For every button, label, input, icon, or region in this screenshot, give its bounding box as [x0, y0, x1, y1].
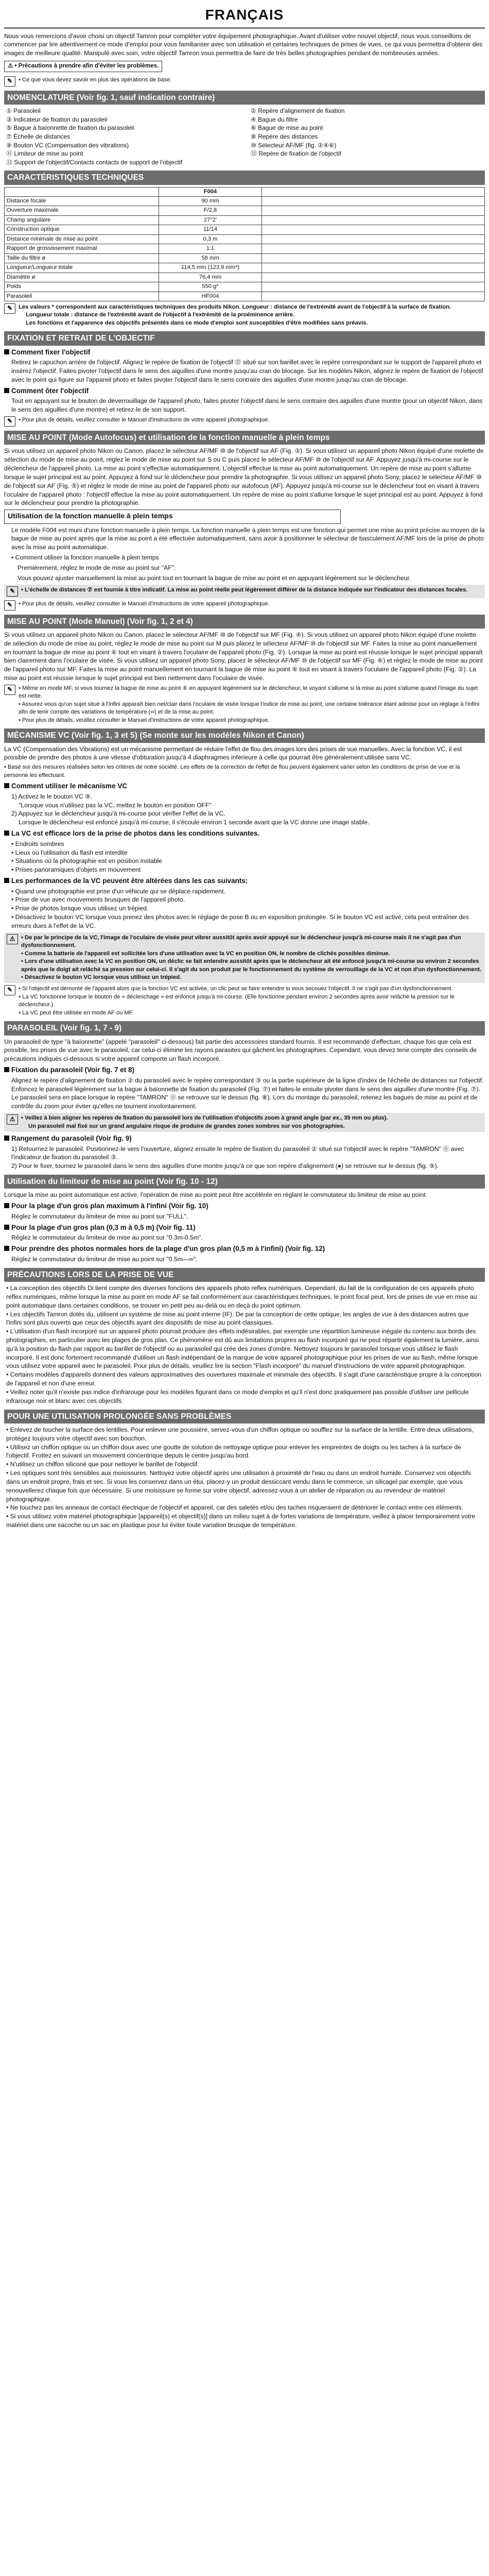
- list-item: • Les objectifs Tamron dotés du, utilisent un système de mise au point interne (IF). De par la conception de cette optique, les angles de vue à des distances autres que l'infini sont plus ouverts que ceux des objectifs ayant des dispositifs de mise au point classiques.: [6, 1310, 485, 1328]
- list-item: • La VC fonctionne lorsque le bouton de « déclenchage » est enfoncé jusqu'à mi-course. (Elle fonctionne pendant environ 2 secondes après avoir relâché la pression sur le déclencheur.): [19, 993, 485, 1009]
- list-item: • Les optiques sont très sensibles aux moisissures. Nettoyez votre objectif après une utilisation à proximité de l'eau ou dans un endroit humide. Conservez vos objectifs dans un endroit propre, frais et sec. Si vous les conservez dans un étui, placez-y un produit dessiccant vendu dans le commerce, un silicagel par exemple, que vous renouvellerez chaque fois que nécessaire. Si une moisissure se forme sur votre objectif, adressez-vous à un atelier de réparation ou au revendeur de matériel photographique.: [6, 1469, 485, 1503]
- limiter-heading: Utilisation du limiteur de mise au point (Voir fig. 10 - 12): [4, 1175, 485, 1189]
- hood-store-title: Rangement du parasoleil (Voir fig. 9): [4, 1134, 485, 1144]
- shooting-list: [4, 1284, 485, 1405]
- hood-store-steps: [4, 1145, 485, 1171]
- square-bullet-icon: [4, 1225, 9, 1230]
- intro-text: Nous vous remercions d'avoir choisi un objectif Tamron pour compléter votre équipement photographique. Avant d'utiliser votre nouvel objectif, nous vous conseillons de commencer par lire attentivement ce mode d'emploi pour vous familiariser avec son utilisation et certaines techniques de prises de vues, ce qui vous permettra d'obtenir des images de meilleure qualité. Manipulé avec soin, votre objectif Tamron vous permettra de faire de très belles photographies pendant de nombreuses années.: [4, 32, 483, 57]
- list-item: • Ne touchez pas les anneaux de contact électrique de l'objectif et appareil, car des saletés et/ou des taches risqueraient de détériorer le contact entre ces éléments.: [6, 1503, 485, 1512]
- remove-note: ✎ • Pour plus de détails, veuillez consulter le Manuel d'instructions de votre appareil photographique.: [4, 416, 485, 427]
- list-item: ⑪ Limiteur de mise au point: [6, 150, 83, 158]
- hood-heading: PARASOLEIL (Voir fig. 1, 7 - 9): [4, 1021, 485, 1035]
- list-item: • Même en mode MF, si vous tournez la bague de mise au point ⑥ en appuyant légèrement sur le déclencheur, le voyant s'allume si la mise au point s'allume quand l'image du sujet est nette.: [19, 685, 485, 701]
- info-legend: ✎ • Ce que vous devez savoir en plus des opérations de base.: [4, 76, 485, 87]
- table-row: Longueur/Longueur totale 114,5 mm (123,9 mm*): [5, 263, 485, 273]
- warning-icon: ⚠: [7, 1114, 18, 1125]
- vc-heading: MÉCANISME VC (Voir fig. 1, 3 et 5) (Se monte sur les modèles Nikon et Canon): [4, 728, 485, 742]
- list-item: • La conception des objectifs Di tient compte des diverses fonctions des appareils photo reflex numériques. Cependant, du fait de la configuration de ces appareils photo reflex numériques, même lorsque la mise au point en mode AF se fait conformément aux caractéristiques techniques, le point focal peut, lors de prises de vue en mise au point automatique dans certaines conditions, se trouver en petit peu au-delà ou en deçà du point optimum.: [6, 1284, 485, 1310]
- nomenclature-left: [6, 107, 240, 166]
- list-item: • Utilisez un chiffon optique ou un chiffon doux avec une goutte de solution de nettoyage optique pour enlever les empreintes de doigts ou les taches à la surface de l'objectif. Frottez en suivant un mouvement concentrique depuis le centre jusqu'au bord.: [6, 1443, 485, 1461]
- list-item: • Désactivez le bouton VC lorsque vous prenez des photos avec le réglage de pose B ou en exposition prolongée. Si le bouton VC est activé, cela peut entraîner des erreurs dues à l'effet de la VC.: [11, 913, 485, 930]
- vc-perf-list: [4, 887, 485, 930]
- pencil-note-icon: ✎: [4, 685, 15, 695]
- pencil-note-icon: ✎: [4, 416, 15, 427]
- list-item: ④ Bague du filtre: [251, 115, 298, 123]
- list-item: • Prise de vue avec mouvements brusques de l'appareil photo.: [11, 895, 485, 904]
- list-item: • Prise de photos lorsque vous utilisez un trépied.: [11, 904, 485, 913]
- list-item: • Veillez noter qu'il n'existe pas indice d'infrarouge pour les modèles figurant dans ce mode d'emploi et qu'il n'est donc pratiquement pas possible d'utiliser une pellicule infrarouge noir et blanc avec ces objectifs.: [6, 1388, 485, 1405]
- table-row: Parasoleil HF004: [5, 292, 485, 301]
- remove-text: Tout en appuyant sur le bouton de déverrouillage de l'appareil photo, faites pivoter l'objectif dans le sens contraire des aiguilles d'une montre (pour un objectif Nikon, dans le sens des aiguilles d'une montre) et retirez-le de son support.: [11, 397, 483, 414]
- nomenclature-list: [4, 107, 485, 166]
- vc-warning: [4, 933, 485, 984]
- square-bullet-icon: [4, 1246, 9, 1251]
- limiter-item-text: Réglez le commutateur du limiteur de mise au point sur "0.5m—∞".: [11, 1255, 198, 1263]
- pencil-note-icon: ✎: [4, 76, 15, 87]
- square-bullet-icon: [4, 831, 9, 836]
- list-item: • Situations où la photographie est en position instable: [11, 857, 485, 866]
- list-item: ⑬ Support de l'objectif/Contacts contacts de support de l'objectif: [6, 158, 183, 166]
- table-row: Distance minimale de mise au point 0,3 m: [5, 234, 485, 244]
- af-note: ✎ • L'échelle de distances ⑦ est fournie à titre indicatif. La mise au point réelle peut légèrement différer de la distance indiquée sur l'indicateur des distances focales.: [4, 585, 485, 598]
- af-heading: MISE AU POINT (Mode Autofocus) et utilisation de la fonction manuelle à plein temps: [4, 431, 485, 445]
- list-item: ⑫ Repère de fixation de l'objectif: [251, 150, 341, 158]
- precautions-legend: ⚠ • Précautions à prendre afin d'éviter les problèmes.: [4, 61, 162, 72]
- limiter-item-text: Réglez le commutateur du limiteur de mise au point sur "FULL".: [11, 1212, 188, 1220]
- fixation-heading: FIXATION ET RETRAIT DE L'OBJECTIF: [4, 331, 485, 345]
- list-item: ① Parasoleil: [6, 107, 41, 115]
- table-row: Poids 550 g*: [5, 282, 485, 292]
- square-bullet-icon: [4, 1067, 9, 1072]
- list-item: • Si vous utilisez votre matériel photographique [appareil(s) et objectif(s)] dans un milieu sujet à de fortes variations de température, veillez à placer temporairement votre matériel dans une sacoche ou un sac en plastique pour lui éviter toute variation brusque de température.: [6, 1512, 485, 1530]
- attach-text: Retirez le capuchon arrière de l'objectif. Alignez le repère de fixation de l'objectif ⑫ situé sur son barillet avec le repère correspondant sur le support de l'appareil photo et insérez l'objectif. Faites pivoter l'objectif dans le sens des aiguilles d'une montre jusqu'au cran de blocage. Sur les modèles Nikon, alignez le repère de fixation de l'objectif avec le point qui figure sur l'appareil photo et faites pivoter l'objectif dans le sens contraire des aiguilles d'une montre jusqu'au cran de blocage.: [11, 359, 483, 383]
- list-item: • Enlevez de toucher la surface des lentilles. Pour enlever une poussière, servez-vous d'un chiffon optique ou soufflez sur la surface de la lentille. Entre deux utilisations, protégez toujours votre objectif avec son bouchon.: [6, 1426, 485, 1443]
- list-item: • Lieux où l'utilisation du flash est interdite: [11, 849, 485, 857]
- limiter-item-title: Pour prendre des photos normales hors de la plage d'un gros plan (0,5 m à l'infini) (Voir fig. 12): [4, 1244, 485, 1254]
- vc-bullet: • Basé sur des mesures réalisées selon les critères de notre société. Les effets de la correction de l'effet de flou peuvent également varier selon les conditions de prise de vue et la personne les effectuant.: [4, 764, 460, 778]
- limiter-item-title: Pour la plage d'un gros plan (0,3 m à 0,5 m) (Voir fig. 11): [4, 1223, 485, 1233]
- list-item: "Lorsque vous n'utilisez pas la VC, mettez le bouton en position OFF": [19, 801, 212, 809]
- list-item: ⑩ Sélecteur AF/MF (fig. ②④⑥): [251, 141, 337, 149]
- list-item: ⑧ Repère des distances: [251, 132, 318, 140]
- list-item: • La VC peut être utilisée en mode AF ou MF.: [19, 1009, 485, 1017]
- square-bullet-icon: [4, 783, 9, 788]
- list-item: 2) Appuyez sur le déclencheur jusqu'à mi-course pour vérifier l'effet de la VC.: [11, 810, 225, 818]
- care-list: [4, 1426, 485, 1530]
- list-item: • L'utilisation d'un flash incorporé sur un appareil photo pourrait produire des effets indésirables, par exemple une répartition lumineuse inégale du contenu aux bords des photographies, en particulier avec les plages de gros plan. Ce phénomène est dû aux limitations propres au flash incorporé qui ne peut répartir également la lumière, ainsi qu'à la position du flash par rapport au barillet de l'objectif ou au parasoleil qui crée des zones d'ombre. Nettoyez toujours le parasoleil lorsque vous utilisez le flash incorporé. Il est donc fortement recommandé d'utiliser un flash indépendant de la marque de votre appareil photographique pour les prises de vue au flash, même lorsque vous utilisez votre appareil avec le parasoleil. Pour plus de détails, veuillez lire la section "Flash incorporé" du manuel d'instructions de votre appareil photographique.: [6, 1327, 485, 1370]
- af-text: Si vous utilisez un appareil photo Nikon ou Canon, placez le sélecteur AF/MF ⑩ de l'objectif sur AF (Fig. ③). Si vous utilisez un appareil photo Nikon équipé d'une molette de sélection du mode de mise au point, réglez le mode de mise au point sur S ou C puis placez le sélecteur AF/MF ⑩ de l'objectif sur AF. Appuyez jusqu'à mi-course sur le déclencheur de l'appareil photo. La mise au point s'effectue automatiquement. L'objectif effectue la mise au point automatiquement. Un repère de mise au point s'allume lorsque le sujet principal est au point. Appuyez à fond sur le déclencheur pour prendre la photographie. Si vous utilisez un appareil photo Sony, placez le sélecteur AF/MF ⑩ de l'objectif sur AF (Fig. ⑤) et réglez le mode de mise au point de l'appareil photo sur autofocus (AF). Appuyez jusqu'à mi-course sur le déclencheur tout en visant à travers l'oculaire de l'appareil photo : l'objectif effectue la mise au point automatiquement. Un repère de mise au point s'allume lorsque le sujet principal est au point. Appuyez à fond sur le déclencheur pour prendre la photographie.: [4, 447, 484, 507]
- pencil-note-icon: ✎: [4, 303, 15, 314]
- specs-heading: CARACTÉRISTIQUES TECHNIQUES: [4, 171, 485, 184]
- af-note: ✎ • Pour plus de détails, veuillez consulter le Manuel d'instructions de votre appareil photographique.: [4, 600, 485, 611]
- pencil-note-icon: ✎: [7, 586, 18, 597]
- warning-icon: ⚠: [8, 63, 15, 70]
- list-item: ⑨ Bouton VC (Compensation des vibrations): [6, 141, 129, 149]
- list-item: • Quand une photographie est prise d'un véhicule qui se déplace rapidement.: [11, 887, 485, 896]
- list-item: • De par le principe de la VC, l'image de l'oculaire de visée peut vibrer aussitôt après avoir appuyé sur le déclencheur jusqu'à mi-course mais il ne s'agit pas d'un dysfonctionnement.: [21, 934, 482, 950]
- nomenclature-right: [251, 107, 485, 166]
- care-heading: POUR UNE UTILISATION PROLONGÉE SANS PROBLÈMES: [4, 1410, 485, 1423]
- mf-text: Si vous utilisez un appareil photo Nikon ou Canon, placez le sélecteur AF/MF ⑩ de l'objectif sur MF (Fig. ④). Si vous utilisez un appareil photo Nikon équipé d'une molette de sélection du mode de mise au point, réglez le mode de mise au point sur M puis placez le sélecteur AF/MF ⑩ de l'objectif sur MF. Faites la mise au point manuellement en tournant la bague de mise au point ⑥ tout en visant à travers l'oculaire de l'appareil photo (Fig. ②). Lorsque la mise au point est réussie lorsque le sujet principal apparaît bien clairement dans l'oculaire de visée. Si vous utilisez un appareil photo Sony, placez le sélecteur AF/MF ⑩ de l'objectif sur MF (Fig. ⑥) et réglez le mode de mise au point de l'appareil photo sur MF. Faites la mise au point manuellement en tournant la bague de mise au point ⑥ tout en visant à travers l'oculaire de l'appareil photo (Fig. ②). La mise au point est réussie lorsque le sujet principal est bien nettement dans l'oculaire de visée.: [4, 631, 483, 682]
- fulltime-step: Vous pouvez ajuster manuellement la mise au point tout en tournant la bague de mise au point et en appuyant légèrement sur le déclencheur.: [18, 574, 411, 582]
- vc-effective-title: La VC est efficace lors de la prise de photos dans les conditions suivantes.: [4, 829, 485, 839]
- fulltime-title: Utilisation de la fonction manuelle à plein temps: [8, 511, 337, 521]
- table-row: Construction optique 11/14: [5, 225, 485, 234]
- table-row: Diamètre ø 76,4 mm: [5, 273, 485, 282]
- list-item: 2) Pour le fixer, tournez le parasoleil dans le sens des aiguilles d'une montre jusqu'à ce que son repère d'alignement (●) se retrouve sur le dessus (fig. ⑨).: [11, 1162, 439, 1170]
- warning-icon: ⚠: [7, 934, 18, 944]
- fulltime-step: • Comment utiliser la fonction manuelle à plein temps: [11, 554, 159, 562]
- vc-text: La VC (Compensation des Vibrations) est un mécanisme permettant de réduire l'effet de flou des images lors des prises de vue manuelles. Avec la fonction VC, il est possible de prendre des photos à une vitesse d'obturation jusqu'à 4 diaphragmes inférieure à celle qui pourrait être généralement utilisée sans VC.: [4, 745, 462, 761]
- list-item: Lorsque le déclencheur est enfoncé jusqu'à mi-course, il s'écoule environ 1 seconde avant que la VC donne une image stable.: [19, 819, 370, 826]
- specs-table: [4, 187, 485, 301]
- pencil-note-icon: ✎: [4, 600, 15, 611]
- vc-effective-list: [4, 840, 485, 874]
- square-bullet-icon: [4, 1136, 9, 1141]
- table-row: Champ angulaire 27°2': [5, 215, 485, 225]
- pencil-note-icon: ✎: [4, 985, 15, 995]
- fulltime-step: Premièrement, réglez le mode de mise au point sur "AF".: [18, 564, 176, 571]
- specs-note: ✎ Les valeurs * correspondent aux caractéristiques techniques des produits Nikon. Longueur : distance de l'extrémité avant de l'objectif à la surface de fixation. Longueur totale : distance de l'extrémité avant de l'objectif à l'extrémité de la proéminence arrière. Les fonctions et l'apparence des objectifs présentés dans ce mode d'emploi sont susceptibles d'être modifiées sans préavis.: [4, 303, 485, 327]
- page-title: FRANÇAIS: [4, 5, 485, 29]
- square-bullet-icon: [4, 388, 9, 393]
- mf-heading: MISE AU POINT (Mode Manuel) (Voir fig. 1, 2 et 4): [4, 615, 485, 629]
- shooting-heading: PRÉCAUTIONS LORS DE LA PRISE DE VUE: [4, 1268, 485, 1282]
- list-item: ⑦ Échelle de distances: [6, 132, 71, 140]
- list-item: • Lors d'une utilisation avec la VC en position ON, un déclic se fait entendre aussitôt après que le déclencheur ait été enfoncé jusqu'à mi-course ou environ 2 secondes après que le doigt ait relâché sa pression sur celui-ci. Il s'agit du son produit par le fonctionnement du système de verrouillage de la VC et non d'un dysfonctionnement.: [21, 958, 482, 974]
- list-item: • Désactivez le bouton VC lorsque vous utilisez un trépied.: [21, 974, 482, 981]
- hood-fix-text: Alignez le repère d'alignement de fixation ② du parasoleil avec le repère correspondant ③ ou la partie supérieure de la ligne d'index de l'échelle de distances sur l'objectif. Enfoncez le parasoleil légèrement sur la bague à baïonnette de fixation du parasoleil (Fig. ⑦) et faites-le ensuite pivoter dans le sens des aiguilles d'une montre (Fig. ⑦). Le parasoleil sera en place lorsque le repère "TAMRON" ⓪ se retrouve sur le dessus (fig. ⑧). Lors du montage du parasoleil, retenez les bagues de mise au point et de contrôle du zoom pour éviter qu'elles ne tournent involontairement.: [11, 1076, 484, 1110]
- square-bullet-icon: [4, 349, 9, 354]
- list-item: • N'utilisez un chiffon siliconé que pour nettoyer le barillet de l'objectif.: [6, 1460, 485, 1469]
- list-item: ② Repère d'alignement de fixation: [251, 107, 345, 115]
- limiter-item-text: Réglez le commutateur du limiteur de mise au point sur "0.3m-0.5m".: [11, 1234, 203, 1242]
- list-item: ⑤ Bague à baïonnette de fixation du parasoleil: [6, 124, 134, 132]
- square-bullet-icon: [4, 878, 9, 883]
- list-item: • Assurez-vous qu'un sujet situé à l'infini apparaît bien net/clair dans l'oculaire de visée lorsque l'indice de mise au point, une certaine tolérance étant admise pour un réglage à l'infini afin de tenir compte des variations de température (∞) et de la mise au point.: [19, 701, 485, 717]
- list-item: ⑥ Bague de mise au point: [251, 124, 323, 132]
- table-row: Taille du filtre ø 58 mm: [5, 253, 485, 263]
- hood-warning: ⚠ • Veillez à bien aligner les repères de fixation du parasoleil lors de l'utilisation d'objectifs zoom à grand angle (par ex., 35 mm ou plus). Un parasoleil mal fixé sur un grand angulaire risque de produire de grandes zones sombres sur vos photographies.: [4, 1113, 485, 1132]
- list-item: 1) Retournez le parasoleil. Positionnez-le vers l'ouverture, alignez ensuite le repère de fixation du parasoleil ② situé sur l'objectif avec le repère "TAMRON" ⓪ avec l'indicateur de fixation du parasoleil ③.: [11, 1145, 464, 1161]
- model-name: F004: [159, 187, 262, 196]
- fulltime-text: Le modèle F004 est muni d'une fonction manuelle à plein temps. La fonction manuelle à plein temps est une fonction qui permet une mise au point précise au moyen de la bague de mise au point après que la mise au point a été effectuée automatiquement, sans avoir à positionner le sélecteur de basculement AF/MF lors de la prise de photo avec la mise au point automatique.: [11, 526, 485, 551]
- fulltime-box: [4, 510, 341, 523]
- table-row: Ouverture maximale F/2,8: [5, 206, 485, 215]
- hood-text: Un parasoleil de type "à baïonnette" (appelé "parasoleil" ci-dessous) fait partie des accessoires standard fournis. Il est recommandé d'effectuer, chaque fois que cela est possible, les prises de vue avec le parasoleil, car celui-ci élimine les rayons parasites qui gâchent les photographies. Cependant, vous devez tenir compte des conseils de précautions indiqués ci-dessous si votre appareil comporte un flash incorporé.: [4, 1038, 477, 1063]
- list-item: • Si l'objectif est démonté de l'appareil alors que la fonction VC est activée, un clic peut se faire entendre si vous secouez l'objectif. Il ne s'agit pas d'un dysfonctionnement.: [19, 985, 485, 993]
- list-item: • Pour plus de détails, veuillez consulter le Manuel d'instructions de votre appareil photographique.: [19, 717, 485, 724]
- limiter-item-title: Pour la plage d'un gros plan maximum à l'infini (Voir fig. 10): [4, 1201, 485, 1211]
- attach-title: Comment fixer l'objectif: [4, 348, 485, 358]
- table-row: [5, 187, 485, 196]
- vc-use-title: Comment utiliser le mécanisme VC: [4, 782, 485, 791]
- square-bullet-icon: [4, 1203, 9, 1208]
- list-item: 1) Activez le le bouton VC ⑨.: [11, 792, 93, 800]
- table-row: Distance focale 90 mm: [5, 197, 485, 206]
- vc-notes: [4, 985, 485, 1017]
- remove-title: Comment ôter l'objectif: [4, 386, 485, 396]
- list-item: • Prises panoramiques d'objets en mouvement: [11, 866, 485, 874]
- vc-perf-title: Les performances de la VC peuvent être altérées dans les cas suivants:: [4, 876, 485, 886]
- list-item: ③ Indicateur de fixation du parasoleil: [6, 115, 108, 123]
- table-row: Rapport de grossissement maximal 1:1: [5, 244, 485, 253]
- list-item: • Comme la batterie de l'appareil est sollicitée lors d'une utilisation avec la VC en position ON, le nombre de clichés possibles diminue.: [21, 950, 482, 958]
- list-item: • Certains modèles d'appareils donnent des valeurs approximatives des ouvertures maximale et minimale des objectifs. Il s'agit d'une caractéristique propre à la conception de l'appareil et non d'une erreur.: [6, 1370, 485, 1388]
- nomenclature-heading: NOMENCLATURE (Voir fig. 1, sauf indication contraire): [4, 91, 485, 105]
- mf-notes: [4, 685, 485, 724]
- list-item: • Endroits sombres: [11, 840, 485, 849]
- limiter-text: Lorsque la mise au point automatique est active, l'opération de mise au point peut être accélérée en réglant le commutateur du limiteur de mise au point.: [4, 1191, 428, 1199]
- vc-use-steps: [4, 792, 485, 827]
- hood-fix-title: Fixation du parasoleil (Voir fig. 7 et 8): [4, 1065, 485, 1075]
